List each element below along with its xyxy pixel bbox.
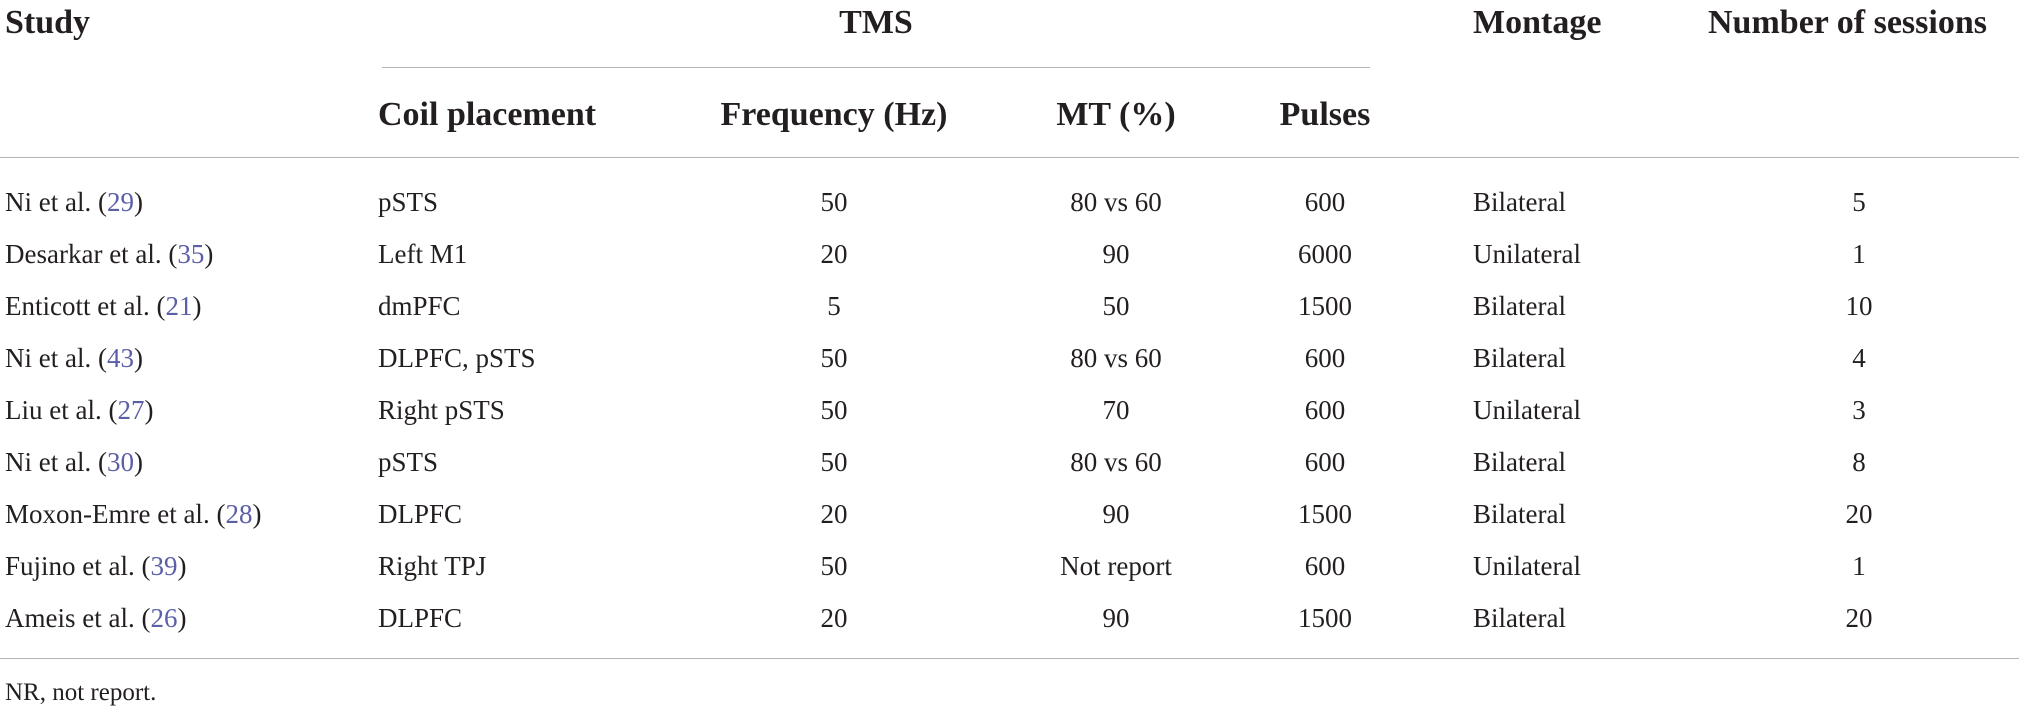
cell-mt: 80 vs 60 [1070,447,1162,477]
cell-pulses: 600 [1304,551,1346,581]
cell-frequency: 50 [820,447,848,477]
cell-coil: dmPFC [378,291,461,321]
paren-close: ) [133,447,143,477]
table-row [0,605,2019,657]
table-row [0,501,2019,553]
study-author: Moxon-Emre et al. ( [5,499,226,529]
cell-frequency: 50 [820,395,848,425]
table-row [0,397,2019,449]
cell-sessions: 1 [1852,551,1866,581]
cell-coil: Right pSTS [378,395,505,425]
header-montage: Montage [1473,4,1602,41]
reference-link[interactable]: 43 [106,343,134,373]
header-bottom-rule [0,157,2019,158]
header-pulses: Pulses [1279,96,1371,133]
cell-frequency: 50 [820,343,848,373]
cell-frequency: 5 [827,291,841,321]
tms-group-rule [382,67,1370,68]
cell-study [5,345,143,372]
cell-mt: 80 vs 60 [1070,343,1162,373]
cell-pulses: 600 [1304,447,1346,477]
paren-close: ) [133,187,143,217]
cell-study [5,501,261,528]
table-row [0,345,2019,397]
table-footnote: NR, not report. [5,679,157,706]
paren-close: ) [177,603,187,633]
cell-frequency: 50 [820,187,848,217]
cell-study [5,189,143,216]
cell-sessions: 4 [1852,343,1866,373]
cell-sessions: 5 [1852,187,1866,217]
cell-pulses: 600 [1304,395,1346,425]
cell-mt: 70 [1102,395,1130,425]
cell-pulses: 1500 [1298,291,1352,321]
cell-pulses: 1500 [1298,499,1352,529]
header-sessions: Number of sessions [1708,4,1987,41]
cell-mt: 90 [1102,239,1130,269]
reference-link[interactable]: 35 [177,239,205,269]
header-study: Study [5,4,91,41]
cell-sessions: 10 [1845,291,1873,321]
header-mt: MT (%) [1056,96,1176,133]
study-author: Ni et al. ( [5,343,107,373]
cell-coil: DLPFC, pSTS [378,343,536,373]
study-author: Ni et al. ( [5,187,107,217]
cell-coil: Right TPJ [378,551,487,581]
table-row [0,553,2019,605]
reference-link[interactable]: 26 [150,603,178,633]
cell-coil: DLPFC [378,603,463,633]
cell-frequency: 20 [820,499,848,529]
cell-study [5,449,143,476]
reference-link[interactable]: 27 [117,395,145,425]
table-row [0,189,2019,241]
study-author: Ameis et al. ( [5,603,151,633]
header-coil-placement: Coil placement [378,96,597,133]
reference-link[interactable]: 39 [150,551,178,581]
paren-close: ) [252,499,262,529]
cell-montage: Bilateral [1473,499,1566,529]
reference-link[interactable]: 30 [106,447,134,477]
cell-coil: pSTS [378,187,439,217]
cell-montage: Unilateral [1473,551,1581,581]
cell-montage: Bilateral [1473,343,1566,373]
cell-mt: Not report [1060,551,1172,581]
cell-study [5,241,213,268]
study-author: Liu et al. ( [5,395,118,425]
cell-coil: DLPFC [378,499,463,529]
cell-pulses: 6000 [1298,239,1352,269]
cell-study [5,397,153,424]
cell-mt: 80 vs 60 [1070,187,1162,217]
cell-montage: Bilateral [1473,291,1566,321]
cell-study [5,293,201,320]
header-frequency: Frequency (Hz) [720,96,948,133]
cell-sessions: 20 [1845,499,1873,529]
study-author: Ni et al. ( [5,447,107,477]
cell-sessions: 1 [1852,239,1866,269]
study-author: Enticott et al. ( [5,291,166,321]
cell-study [5,553,186,580]
cell-mt: 50 [1102,291,1130,321]
table-row [0,241,2019,293]
cell-frequency: 20 [820,603,848,633]
paren-close: ) [204,239,214,269]
cell-coil: Left M1 [378,239,468,269]
study-author: Fujino et al. ( [5,551,151,581]
table-bottom-rule [0,658,2019,659]
cell-montage: Bilateral [1473,447,1566,477]
paren-close: ) [144,395,154,425]
cell-montage: Unilateral [1473,395,1581,425]
cell-coil: pSTS [378,447,439,477]
cell-sessions: 20 [1845,603,1873,633]
cell-montage: Bilateral [1473,603,1566,633]
cell-study [5,605,186,632]
header-tms: TMS [839,4,913,41]
cell-pulses: 600 [1304,343,1346,373]
paren-close: ) [177,551,187,581]
reference-link[interactable]: 28 [225,499,253,529]
cell-frequency: 50 [820,551,848,581]
cell-mt: 90 [1102,603,1130,633]
paren-close: ) [133,343,143,373]
cell-pulses: 1500 [1298,603,1352,633]
cell-frequency: 20 [820,239,848,269]
reference-link[interactable]: 29 [106,187,134,217]
cell-sessions: 8 [1852,447,1866,477]
cell-montage: Unilateral [1473,239,1581,269]
table-row [0,449,2019,501]
reference-link[interactable]: 21 [165,291,193,321]
cell-mt: 90 [1102,499,1130,529]
cell-sessions: 3 [1852,395,1866,425]
cell-pulses: 600 [1304,187,1346,217]
cell-montage: Bilateral [1473,187,1566,217]
table-row [0,293,2019,345]
study-author: Desarkar et al. ( [5,239,178,269]
paren-close: ) [192,291,202,321]
